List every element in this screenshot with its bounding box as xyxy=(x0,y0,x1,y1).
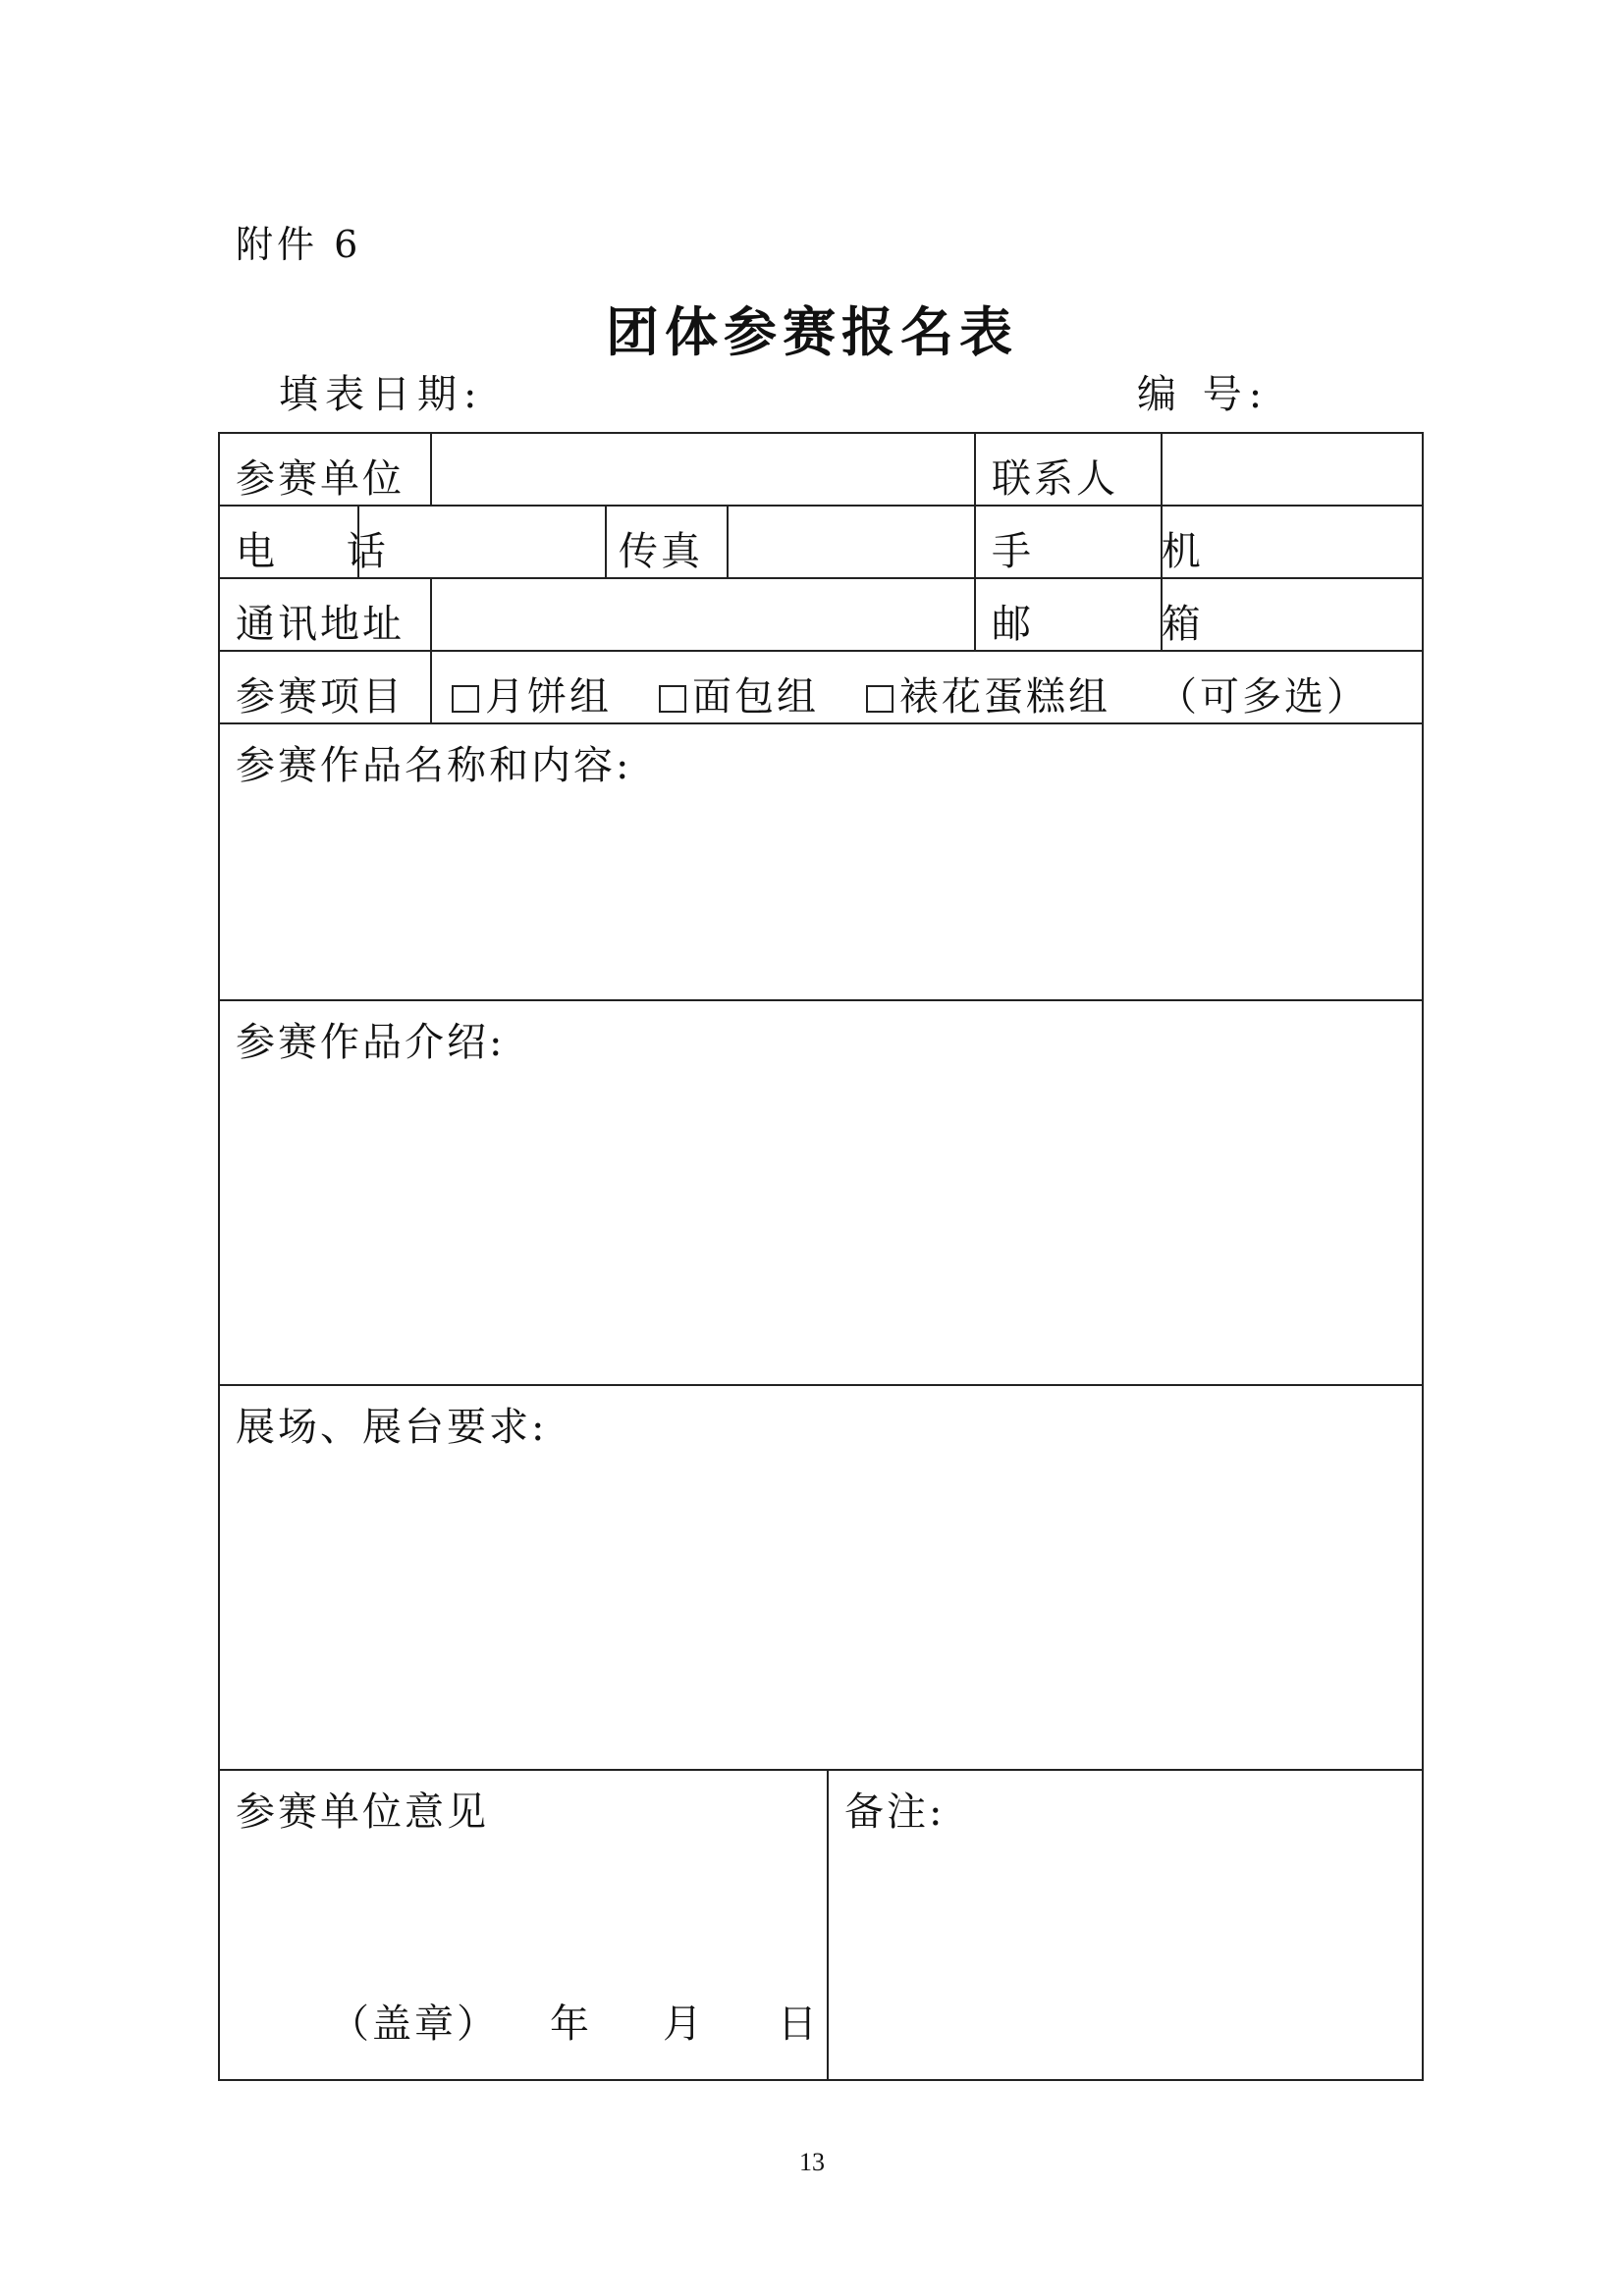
year-label: 年 xyxy=(550,2002,592,2047)
works-name-label: 参赛作品名称和内容: xyxy=(236,743,632,788)
contact-field[interactable] xyxy=(1164,434,1420,503)
form-title: 团体参赛报名表 xyxy=(606,301,1018,363)
multi-select-note: （可多选） xyxy=(1158,674,1369,720)
checkbox-icon[interactable] xyxy=(452,685,479,713)
row-divider xyxy=(218,650,1424,652)
seal-label: （盖章） xyxy=(330,2002,499,2047)
number-label: 编 号: xyxy=(1137,372,1270,417)
works-intro-label: 参赛作品介绍: xyxy=(236,1020,506,1065)
unit-field[interactable] xyxy=(434,434,972,503)
option-cake[interactable] xyxy=(866,666,1110,721)
works-intro-field[interactable] xyxy=(222,1062,1420,1380)
contact-label: 联系人 xyxy=(992,456,1118,502)
fax-label: 传真 xyxy=(619,529,703,574)
remarks-label: 备注: xyxy=(844,1789,946,1835)
column-divider xyxy=(974,432,976,650)
address-field[interactable] xyxy=(434,579,972,648)
category-label: 参赛项目 xyxy=(236,674,405,720)
mobile-field[interactable] xyxy=(1164,507,1420,575)
checkbox-icon[interactable] xyxy=(659,685,686,713)
row-divider xyxy=(218,1769,1424,1771)
option-mooncake[interactable] xyxy=(452,666,612,721)
option-label: 裱花蛋糕组 xyxy=(899,674,1110,720)
option-label: 面包组 xyxy=(692,674,819,720)
checkbox-icon[interactable] xyxy=(866,685,893,713)
table-border-bottom xyxy=(218,2079,1424,2081)
attachment-label: 附件 6 xyxy=(236,223,362,266)
column-divider xyxy=(430,432,432,505)
column-divider xyxy=(727,505,729,577)
month-label: 月 xyxy=(663,2002,705,2047)
row-divider xyxy=(218,999,1424,1001)
opinion-label: 参赛单位意见 xyxy=(236,1789,489,1835)
works-name-field[interactable] xyxy=(222,785,1420,995)
page-number: 13 xyxy=(799,2148,825,2176)
fill-date-label: 填表日期: xyxy=(279,372,484,417)
remarks-field[interactable] xyxy=(831,1832,1420,2077)
email-field[interactable] xyxy=(1164,579,1420,648)
booth-label: 展场、展台要求: xyxy=(236,1405,548,1450)
address-label: 通讯地址 xyxy=(236,602,405,647)
table-border-left xyxy=(218,432,220,2081)
phone-field[interactable] xyxy=(361,507,603,575)
column-divider xyxy=(827,1769,829,2081)
phone-label: 电 话 xyxy=(236,529,415,574)
row-divider xyxy=(218,1384,1424,1386)
booth-field[interactable] xyxy=(222,1447,1420,1765)
seal-date-row xyxy=(330,1993,820,2049)
column-divider xyxy=(605,505,607,577)
email-label: 邮 箱 xyxy=(992,602,1260,647)
day-label: 日 xyxy=(778,2002,820,2047)
table-border-right xyxy=(1422,432,1424,2081)
fax-field[interactable] xyxy=(731,507,972,575)
option-bread[interactable] xyxy=(659,666,819,721)
option-label: 月饼组 xyxy=(485,674,612,720)
category-options xyxy=(452,666,1369,721)
mobile-label: 手 机 xyxy=(992,529,1260,574)
row-divider xyxy=(218,722,1424,724)
unit-label: 参赛单位 xyxy=(236,456,405,502)
column-divider xyxy=(430,577,432,722)
